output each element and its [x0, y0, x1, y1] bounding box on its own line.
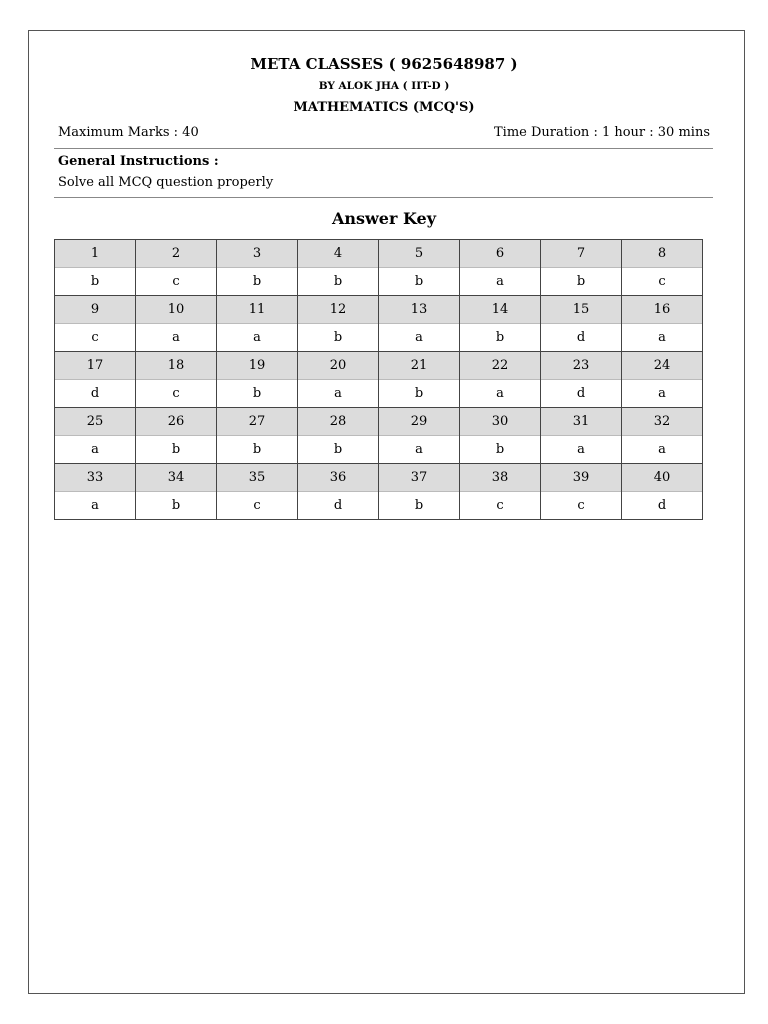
answer-option: a [541, 436, 621, 463]
answer-cell [297, 464, 378, 519]
question-number: 39 [541, 464, 621, 492]
answer-option: b [217, 436, 297, 463]
answer-option: c [217, 492, 297, 519]
answer-option: a [460, 380, 540, 407]
answer-cell [54, 464, 135, 519]
question-number: 23 [541, 352, 621, 380]
question-number: 7 [541, 240, 621, 268]
answer-option: c [55, 324, 135, 351]
answer-option: a [55, 436, 135, 463]
answer-option: c [622, 268, 702, 295]
subject-title: MATHEMATICS (MCQ'S) [293, 100, 475, 115]
answer-option: b [460, 436, 540, 463]
question-number: 29 [379, 408, 459, 436]
question-number: 37 [379, 464, 459, 492]
answer-row-block [54, 295, 703, 351]
answer-cell [621, 408, 703, 463]
answer-cell [297, 296, 378, 351]
answer-cell [378, 296, 459, 351]
answer-option: d [622, 492, 702, 519]
answer-option: c [541, 492, 621, 519]
answer-row-block [54, 351, 703, 407]
answer-key-title: Answer Key [331, 209, 437, 228]
answer-option: a [622, 324, 702, 351]
answer-option: b [541, 268, 621, 295]
answer-cell [459, 352, 540, 407]
question-number: 32 [622, 408, 702, 436]
question-number: 3 [217, 240, 297, 268]
answer-cell [378, 408, 459, 463]
answer-row-block [54, 239, 703, 295]
answer-cell [459, 240, 540, 295]
question-number: 25 [55, 408, 135, 436]
question-number: 20 [298, 352, 378, 380]
question-number: 24 [622, 352, 702, 380]
answer-option: c [460, 492, 540, 519]
question-number: 22 [460, 352, 540, 380]
answer-key-grid [54, 239, 703, 520]
question-number: 4 [298, 240, 378, 268]
answer-option: a [136, 324, 216, 351]
question-number: 10 [136, 296, 216, 324]
question-number: 1 [55, 240, 135, 268]
question-number: 12 [298, 296, 378, 324]
answer-cell [54, 352, 135, 407]
answer-cell [135, 352, 216, 407]
answer-option: d [541, 380, 621, 407]
question-number: 8 [622, 240, 702, 268]
answer-option: b [217, 268, 297, 295]
time-duration: Time Duration : 1 hour : 30 mins [493, 125, 710, 140]
question-number: 36 [298, 464, 378, 492]
answer-cell [297, 240, 378, 295]
answer-option: b [298, 324, 378, 351]
answer-cell [216, 352, 297, 407]
institute-title: META CLASSES ( 9625648987 ) [250, 55, 518, 73]
question-number: 40 [622, 464, 702, 492]
answer-cell [54, 240, 135, 295]
answer-cell [540, 464, 621, 519]
answer-option: b [379, 268, 459, 295]
answer-cell [378, 352, 459, 407]
answer-cell [540, 352, 621, 407]
question-number: 38 [460, 464, 540, 492]
answer-option: d [55, 380, 135, 407]
question-number: 14 [460, 296, 540, 324]
answer-cell [540, 240, 621, 295]
instructions-heading: General Instructions : [58, 154, 219, 169]
question-number: 30 [460, 408, 540, 436]
question-number: 9 [55, 296, 135, 324]
question-number: 16 [622, 296, 702, 324]
answer-cell [216, 408, 297, 463]
answer-cell [540, 296, 621, 351]
answer-row-block [54, 463, 703, 520]
answer-option: a [217, 324, 297, 351]
question-number: 19 [217, 352, 297, 380]
author-line: BY ALOK JHA ( IIT-D ) [318, 80, 450, 92]
answer-option: a [622, 380, 702, 407]
answer-option: b [217, 380, 297, 407]
answer-option: a [622, 436, 702, 463]
question-number: 26 [136, 408, 216, 436]
answer-option: c [136, 380, 216, 407]
answer-cell [135, 408, 216, 463]
answer-option: c [136, 268, 216, 295]
answer-cell [621, 296, 703, 351]
answer-cell [540, 408, 621, 463]
question-number: 33 [55, 464, 135, 492]
answer-cell [621, 352, 703, 407]
answer-option: b [298, 268, 378, 295]
question-number: 6 [460, 240, 540, 268]
question-number: 28 [298, 408, 378, 436]
answer-option: d [298, 492, 378, 519]
answer-cell [297, 408, 378, 463]
answer-cell [297, 352, 378, 407]
answer-cell [135, 240, 216, 295]
answer-row-block [54, 407, 703, 463]
answer-option: b [136, 492, 216, 519]
question-number: 17 [55, 352, 135, 380]
answer-cell [216, 464, 297, 519]
question-number: 21 [379, 352, 459, 380]
answer-cell [621, 464, 703, 519]
answer-option: a [298, 380, 378, 407]
answer-cell [621, 240, 703, 295]
answer-cell [54, 408, 135, 463]
question-number: 18 [136, 352, 216, 380]
question-number: 15 [541, 296, 621, 324]
question-number: 11 [217, 296, 297, 324]
answer-option: a [379, 436, 459, 463]
question-number: 2 [136, 240, 216, 268]
answer-option: b [136, 436, 216, 463]
answer-cell [216, 240, 297, 295]
question-number: 31 [541, 408, 621, 436]
instructions-text: Solve all MCQ question properly [58, 175, 274, 190]
question-number: 35 [217, 464, 297, 492]
answer-option: a [379, 324, 459, 351]
divider [54, 197, 713, 198]
answer-option: b [460, 324, 540, 351]
answer-option: b [55, 268, 135, 295]
answer-option: d [541, 324, 621, 351]
question-number: 34 [136, 464, 216, 492]
question-number: 27 [217, 408, 297, 436]
answer-option: a [55, 492, 135, 519]
answer-cell [135, 464, 216, 519]
answer-cell [459, 408, 540, 463]
divider [54, 148, 713, 149]
answer-option: b [298, 436, 378, 463]
answer-cell [378, 464, 459, 519]
maximum-marks: Maximum Marks : 40 [58, 125, 199, 140]
answer-cell [459, 296, 540, 351]
answer-option: b [379, 492, 459, 519]
answer-option: b [379, 380, 459, 407]
answer-cell [135, 296, 216, 351]
answer-cell [216, 296, 297, 351]
question-number: 13 [379, 296, 459, 324]
exam-meta-row [58, 125, 710, 140]
answer-cell [54, 296, 135, 351]
answer-option: a [460, 268, 540, 295]
answer-cell [459, 464, 540, 519]
question-number: 5 [379, 240, 459, 268]
answer-cell [378, 240, 459, 295]
